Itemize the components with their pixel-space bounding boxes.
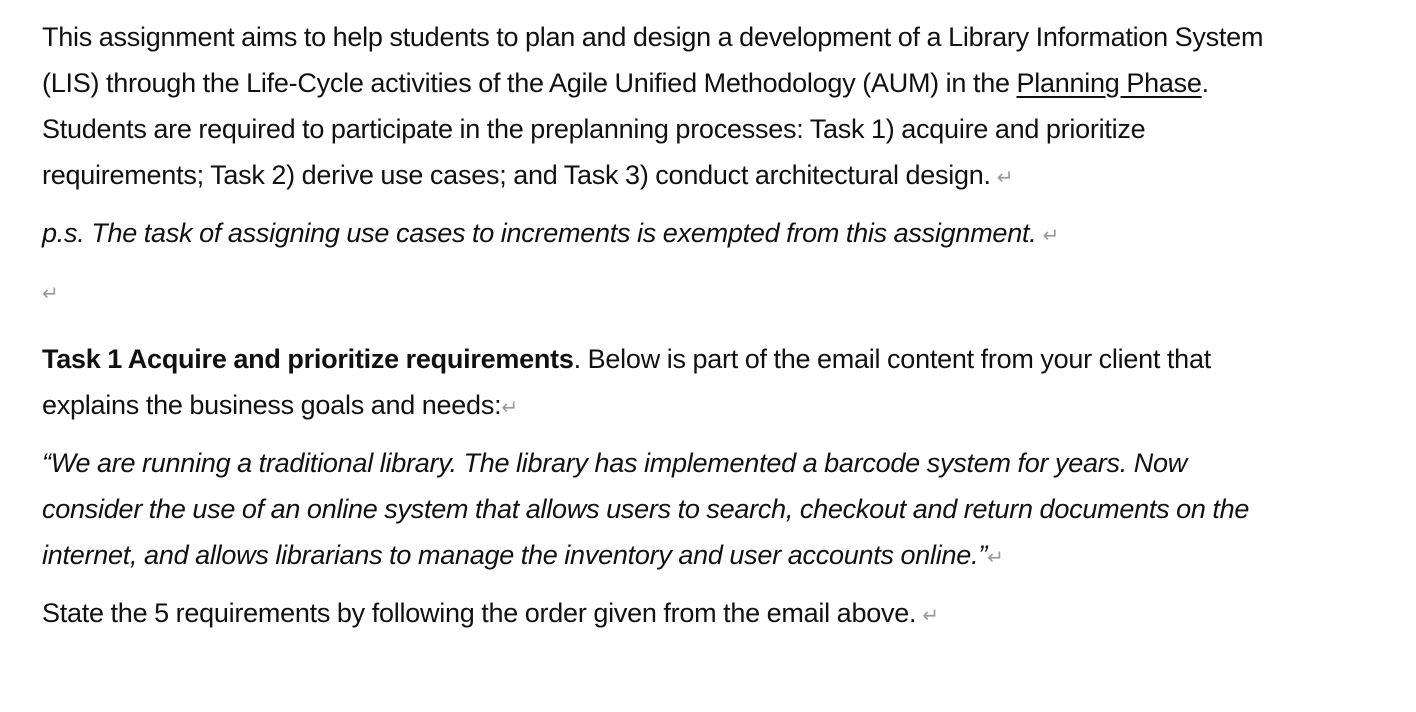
quote-line-3-text: internet, and allows librarians to manage the inventory and user accounts online.” [42,540,988,570]
task1-line-2 [42,382,1408,430]
task1-line-1 [42,336,1408,382]
instruction-text: State the 5 requirements by following the order given from the email above. [42,598,917,628]
document-page [42,14,1408,638]
intro-line-1: This assignment aims to help students to plan and design a development of a Library Information System [42,22,1264,52]
paragraph-mark-icon: ↵ [42,281,59,305]
instruction-paragraph [42,590,1408,638]
paragraph-mark-icon: ↵ [922,603,939,627]
paragraph-mark-icon: ↵ [987,545,1004,569]
task1-heading: Task 1 Acquire and prioritize requirements [42,344,574,374]
task1-line-1-rest: . Below is part of the email content from your client that [573,344,1211,374]
task1-paragraph [42,336,1408,430]
empty-paragraph [42,268,1408,316]
intro-line-2 [42,60,1408,106]
intro-line-3: Students are required to participate in the preplanning processes: Task 1) acquire and prioritize [42,114,1146,144]
intro-line-2-end: . [1201,68,1209,98]
intro-paragraph [42,14,1408,200]
ps-text: p.s. The task of assigning use cases to increments is exempted from this assignment. [42,218,1037,248]
paragraph-mark-icon: ↵ [501,395,518,419]
task1-line-2-text: explains the business goals and needs: [42,390,502,420]
quote-line-3 [42,532,1408,580]
quote-line-1: “We are running a traditional library. The library has implemented a barcode system for years. Now [42,448,1188,478]
ps-paragraph [42,210,1408,258]
paragraph-mark-icon: ↵ [996,165,1014,189]
intro-line-4 [42,152,1408,200]
paragraph-mark-icon: ↵ [1042,223,1059,247]
intro-line-2-text: (LIS) through the Life-Cycle activities of the Agile Unified Methodology (AUM) in the [42,68,1017,98]
intro-line-4-text: requirements; Task 2) derive use cases; and Task 3) conduct architectural design. [42,160,991,190]
client-quote-paragraph [42,440,1408,580]
quote-line-2: consider the use of an online system that allows users to search, checkout and return documents on the [42,494,1250,524]
planning-phase-link[interactable]: Planning Phase [1016,68,1202,98]
